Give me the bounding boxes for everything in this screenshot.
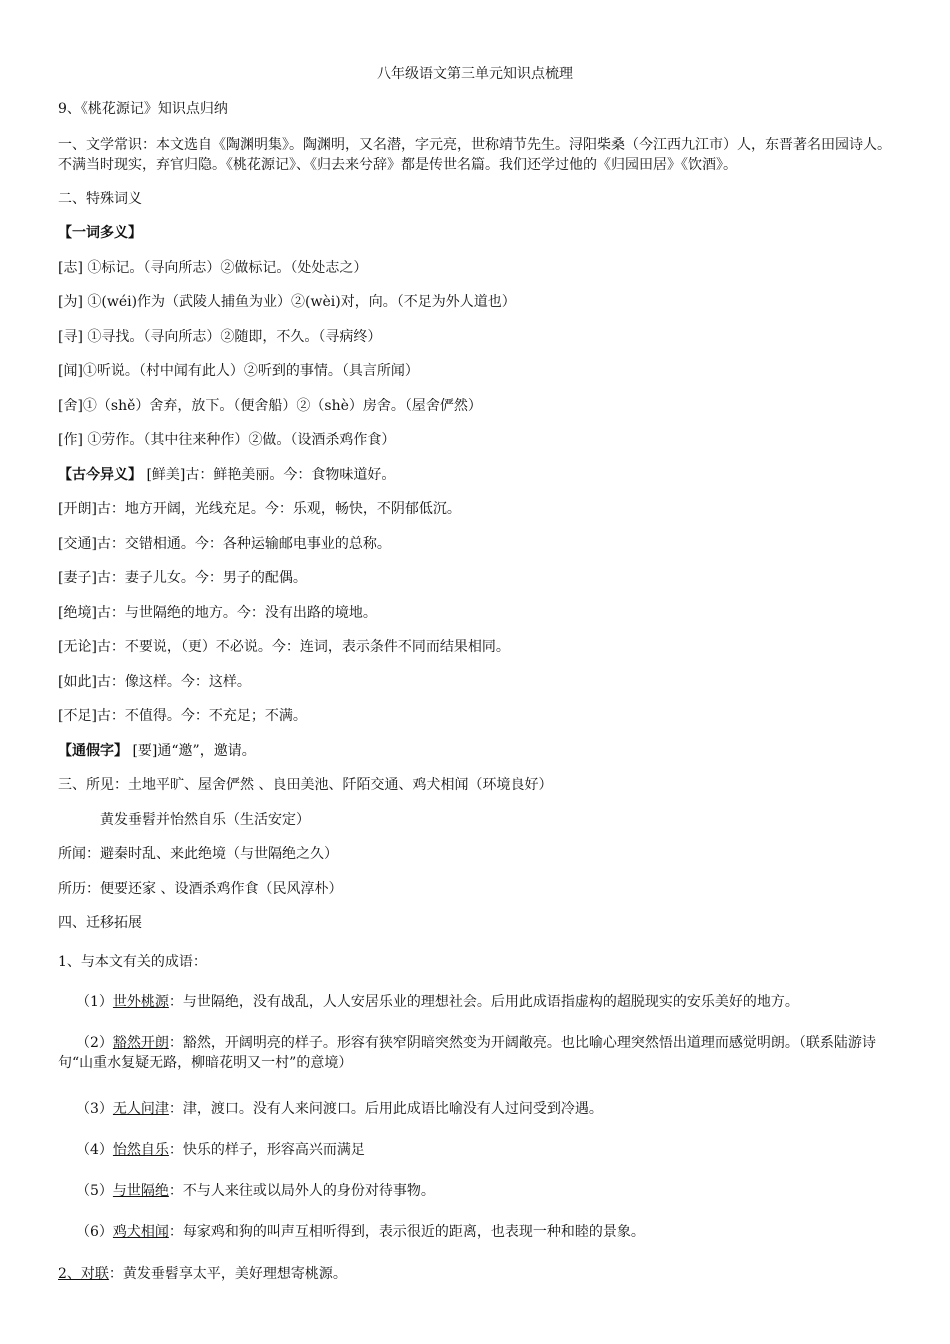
polysemy-item: [为] ①(wéi)作为（武陵人捕鱼为业）②(wèi)对，向。（不足为外人道也） [58, 294, 516, 310]
ancient-modern-item: [不足]古：不值得。今：不充足；不满。 [58, 708, 307, 724]
idiom-item [76, 1181, 898, 1201]
ancient-modern-item: [绝境]古：与世隔绝的地方。今：没有出路的境地。 [58, 605, 377, 621]
idiom-term: 与世隔绝 [112, 1183, 169, 1199]
literary-knowledge-label: 一、文学常识： [58, 137, 156, 153]
couplet-text: ：黄发垂髫享太平，美好理想寄桃源。 [108, 1266, 347, 1282]
idiom-definition: ：豁然，开阔明亮的样子。形容有狭窄阴暗突然变为开阔敞亮。也比喻心理突然悟出道理而感觉明朗。（联系陆游诗句“山重水复疑无路，柳暗花明又一村”的意境） [58, 1035, 876, 1071]
ancient-modern-item: [无论]古：不要说，（更）不必说。今：连词，表示条件不同而结果相同。 [58, 639, 510, 655]
idiom-number: （6） [76, 1224, 113, 1240]
polysemy-item: [志] ①标记。（寻向所志）②做标记。（处处志之） [58, 260, 368, 276]
ancient-modern-item: [鲜美]古：鲜艳美丽。今：食物味道好。 [142, 467, 396, 483]
document-title: 八年级语文第三单元知识点梳理 [377, 66, 573, 82]
idiom-definition: ：不与人来往或以局外人的身份对待事物。 [168, 1183, 435, 1199]
idiom-term: 鸡犬相闻 [112, 1224, 169, 1240]
idiom-item [76, 1099, 898, 1119]
idiom-definition: ：与世隔绝，没有战乱，人人安居乐业的理想社会。后用此成语指虚构的超脱现实的安乐美好的地方。 [168, 994, 799, 1010]
idiom-term: 怡然自乐 [112, 1142, 169, 1158]
loan-character-heading: 【通假字】 [58, 743, 128, 759]
couplet-line [58, 1264, 898, 1284]
idiom-item [76, 1222, 898, 1242]
polysemy-item: [舍]①（shě）舍弃，放下。（便舍船）②（shè）房舍。（屋舍俨然） [58, 398, 482, 414]
idioms-heading: 1、与本文有关的成语： [58, 954, 207, 970]
experienced-line: 所历：便要还家 、设酒杀鸡作食（民风淳朴） [58, 881, 343, 897]
idiom-definition: ：每家鸡和狗的叫声互相听得到，表示很近的距离，也表现一种和睦的景象。 [168, 1224, 645, 1240]
idiom-term: 无人问津 [112, 1101, 169, 1117]
idiom-number: （2） [76, 1035, 113, 1051]
ancient-modern-first-line [58, 465, 898, 485]
ancient-modern-item: [如此]古：像这样。今：这样。 [58, 674, 251, 690]
section-heading-special-meanings: 二、特殊词义 [58, 191, 142, 207]
idiom-term: 豁然开朗 [112, 1035, 169, 1051]
couplet-label: 2、对联 [58, 1266, 109, 1282]
literary-knowledge-paragraph [58, 135, 898, 175]
seen-line: 三、所见：土地平旷、屋舍俨然 、良田美池、阡陌交通、鸡犬相闻（环境良好） [58, 777, 553, 793]
polysemy-heading: 【一词多义】 [58, 225, 142, 241]
polysemy-item: [作] ①劳作。（其中往来种作）②做。（设酒杀鸡作食） [58, 432, 396, 448]
polysemy-item: [寻] ①寻找。（寻向所志）②随即，不久。（寻病终） [58, 329, 382, 345]
section-heading-extension: 四、迁移拓展 [58, 915, 142, 931]
ancient-modern-item: [交通]古：交错相通。今：各种运输邮电事业的总称。 [58, 536, 391, 552]
ancient-modern-heading: 【古今异义】 [58, 467, 142, 483]
idiom-number: （1） [76, 994, 113, 1010]
idiom-number: （3） [76, 1101, 113, 1117]
idiom-item [76, 1140, 898, 1160]
ancient-modern-item: [开朗]古：地方开阔，光线充足。今：乐观，畅快，不阴郁低沉。 [58, 501, 461, 517]
idiom-number: （5） [76, 1183, 113, 1199]
idiom-term: 世外桃源 [112, 994, 169, 1010]
ancient-modern-item: [妻子]古：妻子儿女。今：男子的配偶。 [58, 570, 307, 586]
loan-character-text: [要]通“邀”，邀请。 [128, 743, 256, 759]
idiom-definition: ：快乐的样子，形容高兴而满足 [168, 1142, 365, 1158]
seen-line-continued: 黄发垂髫并怡然自乐（生活安定） [100, 812, 310, 828]
idiom-number: （4） [76, 1142, 113, 1158]
loan-character-line [58, 741, 898, 761]
literary-knowledge-text: 本文选自《陶渊明集》。陶渊明，又名潜，字元亮，世称靖节先生。浔阳柴桑（今江西九江市）人，东晋著名田园诗人。不满当时现实，弃官归隐。《桃花源记》、《归去来兮辞》都是传世名篇。我们还学过他的《归园田居》《饮酒》。 [58, 137, 891, 173]
lesson-heading: 9、《桃花源记》知识点归纳 [58, 101, 228, 117]
heard-line: 所闻：避秦时乱、来此绝境（与世隔绝之久） [58, 846, 338, 862]
polysemy-item: [闻]①听说。（村中闻有此人）②听到的事情。（具言所闻） [58, 363, 419, 379]
idiom-item [76, 992, 898, 1012]
idiom-definition: ：津，渡口。没有人来问渡口。后用此成语比喻没有人过问受到冷遇。 [168, 1101, 603, 1117]
idiom-item [58, 1033, 898, 1073]
